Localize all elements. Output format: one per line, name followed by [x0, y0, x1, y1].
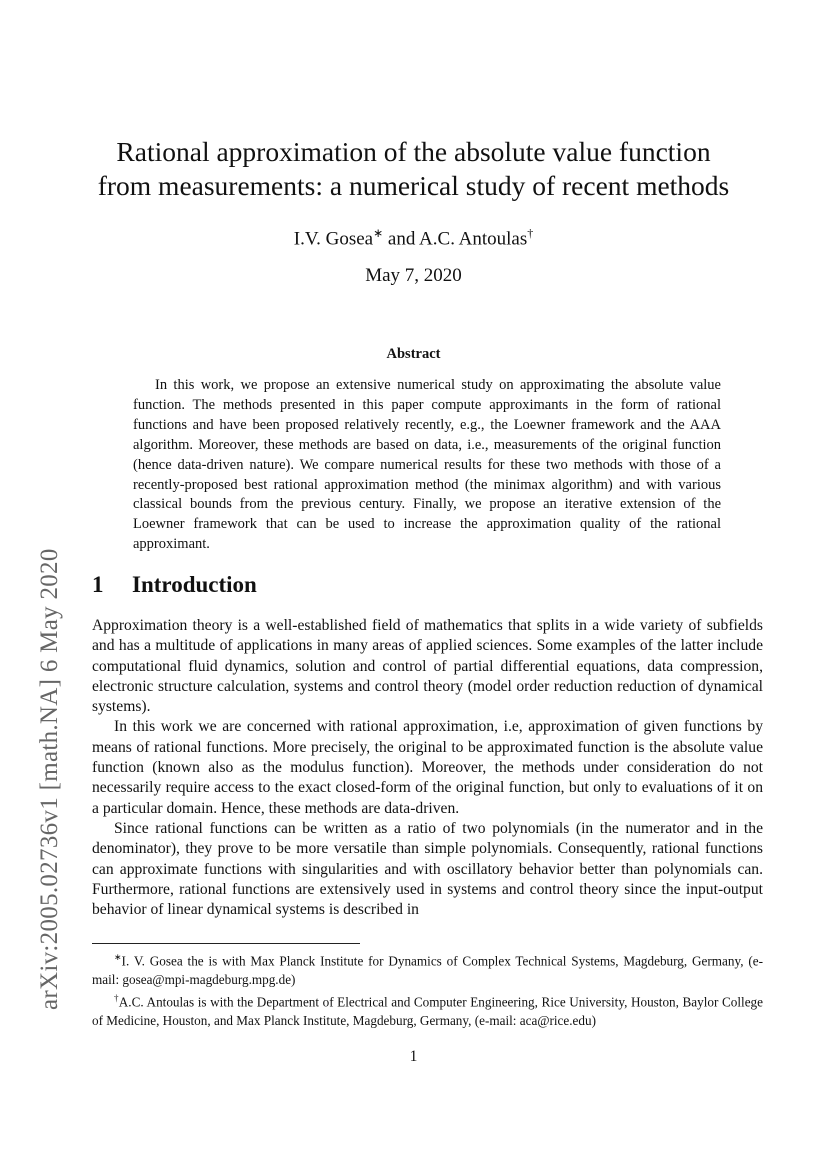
section-title: Introduction — [132, 572, 257, 597]
footnote-divider — [92, 943, 360, 944]
footnote-2 — [92, 989, 763, 1030]
footnote-2-mark: † — [114, 992, 119, 1003]
author-connector: and — [383, 228, 420, 250]
body-paragraph-1: Approximation theory is a well-established field of mathematics that splits in a wide variety of subfields and has a multitude of applications in many areas of applied sciences. Some examples of the latter include computational fluid dynamics, solution and control of partial differential equations, data compression, electronic structure calculation, systems and control theory (model order reduction reduction of dynamical systems). — [92, 617, 763, 716]
abstract-text: In this work, we propose an extensive numerical study on approximating the absolute value function. The methods presented in this paper compute approximants in the form of rational functions and have been proposed relatively recently, e.g., the Loewner framework and the AAA algorithm. Moreover, these methods are based on data, i.e., measurements of the original function (hence data-driven nature). We compare numerical results for these two methods with those of a recently-proposed best rational approximation method (the minimax algorithm) and with various classical bounds from the previous century. Finally, we propose an iterative extension of the Loewner framework that can be used to increase the approximation quality of the rational approximant. — [133, 377, 721, 553]
arxiv-identifier: arXiv:2005.02736v1 [math.NA] 6 May 2020 — [36, 548, 63, 1010]
footnote-2-text: A.C. Antoulas is with the Department of Electrical and Computer Engineering, Rice University, Houston, Baylor College of Medicine, Houston, and Max Planck Institute, Magdeburg, Germany, (e-mail: aca@rice.edu) — [92, 994, 763, 1028]
author-gosea: I.V. Gosea — [293, 228, 374, 250]
section-body — [92, 616, 763, 920]
footnote-1 — [92, 948, 763, 989]
footnote-1-mark: ∗ — [114, 952, 122, 962]
paper-date: May 7, 2020 — [365, 265, 462, 286]
body-paragraph-2: In this work we are concerned with rational approximation, i.e, approximation of given functions by means of rational functions. More precisely, the original to be approximated function is the absolute value function (known also as the modulus function). Moreover, the methods under consideration do not necessarily require access to the exact closed-form of the original function, but only to evaluations of it on a particular domain. Hence, these methods are data-driven. — [92, 718, 763, 817]
abstract-heading: Abstract — [386, 346, 441, 362]
paper-title — [60, 135, 767, 203]
footnote-marker-2: † — [527, 226, 534, 240]
author-antoulas: A.C. Antoulas — [419, 228, 528, 250]
footnote-1-text: I. V. Gosea the is with Max Planck Institute for Dynamics of Complex Technical Systems, Magdeburg, Germany, (e-mail: gosea@mpi-magdeburg.mpg.de) — [92, 953, 763, 987]
section-number: 1 — [92, 572, 104, 597]
body-paragraph-3: Since rational functions can be written as a ratio of two polynomials (in the numerator and in the denominator), they prove to be more versatile than simple polynomials. Consequently, rational functions can approximate functions with singularities and with oscillatory behavior better than polynomials can. Furthermore, rational functions are extensively used in systems and control theory since the input-output behavior of linear dynamical systems is described in — [92, 819, 763, 919]
title-line-1: Rational approximation of the absolute value function — [116, 136, 711, 167]
footnotes — [92, 948, 763, 1030]
author-list — [60, 226, 767, 250]
page-number: 1 — [409, 1048, 418, 1065]
footnote-marker-1: ∗ — [373, 226, 384, 240]
title-line-2: from measurements: a numerical study of recent methods — [97, 170, 730, 201]
section-heading — [92, 572, 257, 598]
